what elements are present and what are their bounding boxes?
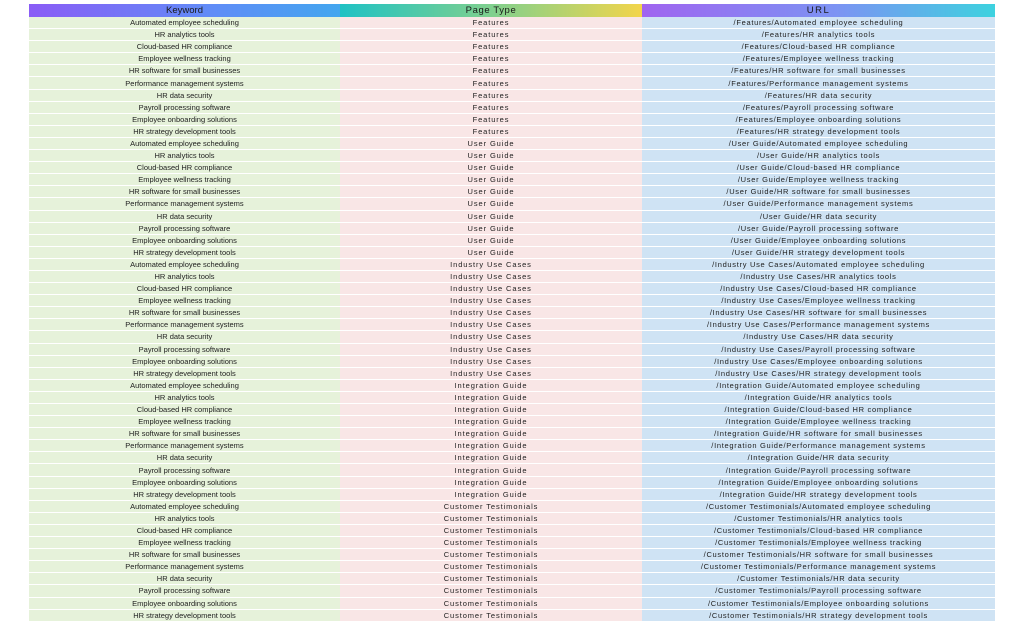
url-cell[interactable]: /User Guide/Automated employee scheduling (642, 137, 995, 149)
keyword-cell[interactable]: Performance management systems (29, 319, 340, 331)
url-cell[interactable]: /Industry Use Cases/HR analytics tools (642, 270, 995, 282)
keyword-cell[interactable]: Employee onboarding solutions (29, 355, 340, 367)
keyword-url-sheet (29, 4, 995, 622)
page-type-cell[interactable]: Customer Testimonials (340, 537, 642, 549)
table-row (29, 113, 995, 125)
page-type-cell[interactable]: Industry Use Cases (340, 355, 642, 367)
page-type-cell[interactable]: Customer Testimonials (340, 573, 642, 585)
keyword-cell[interactable]: Performance management systems (29, 198, 340, 210)
table-row (29, 307, 995, 319)
keyword-cell[interactable]: HR strategy development tools (29, 246, 340, 258)
page-type-cell[interactable]: Customer Testimonials (340, 524, 642, 536)
keyword-cell[interactable]: HR strategy development tools (29, 125, 340, 137)
keyword-cell[interactable]: Payroll processing software (29, 343, 340, 355)
page-type-cell[interactable]: Industry Use Cases (340, 343, 642, 355)
table-row (29, 222, 995, 234)
page-type-cell[interactable]: Customer Testimonials (340, 500, 642, 512)
table-row (29, 77, 995, 89)
page-type-cell[interactable]: Features (340, 65, 642, 77)
page-type-cell[interactable]: Features (340, 89, 642, 101)
page-type-cell[interactable]: Features (340, 41, 642, 53)
table-row (29, 524, 995, 536)
keyword-cell[interactable]: Cloud-based HR compliance (29, 524, 340, 536)
table-row (29, 585, 995, 597)
url-cell[interactable]: /Features/Automated employee scheduling (642, 17, 995, 29)
table-row (29, 65, 995, 77)
keyword-cell[interactable]: Payroll processing software (29, 222, 340, 234)
keyword-cell[interactable]: HR strategy development tools (29, 367, 340, 379)
page-type-cell[interactable]: Features (340, 101, 642, 113)
url-cell[interactable]: /Customer Testimonials/Employee onboarding solutions (642, 597, 995, 609)
page-type-cell[interactable]: Integration Guide (340, 404, 642, 416)
url-cell[interactable]: /User Guide/HR analytics tools (642, 150, 995, 162)
url-cell[interactable]: /Integration Guide/Employee onboarding solutions (642, 476, 995, 488)
table-row (29, 549, 995, 561)
url-cell[interactable]: /User Guide/HR strategy development tools (642, 246, 995, 258)
page-type-cell[interactable]: Integration Guide (340, 476, 642, 488)
keyword-cell[interactable]: HR analytics tools (29, 391, 340, 403)
url-cell[interactable]: /Customer Testimonials/Automated employee scheduling (642, 500, 995, 512)
table-row (29, 246, 995, 258)
table-row (29, 270, 995, 282)
keyword-cell[interactable]: Automated employee scheduling (29, 137, 340, 149)
url-cell[interactable]: /User Guide/Employee onboarding solutions (642, 234, 995, 246)
page-type-cell[interactable]: Integration Guide (340, 391, 642, 403)
keyword-cell[interactable]: Cloud-based HR compliance (29, 41, 340, 53)
keyword-cell[interactable]: HR analytics tools (29, 270, 340, 282)
page-type-cell[interactable]: Integration Guide (340, 464, 642, 476)
url-cell[interactable]: /Industry Use Cases/Payroll processing software (642, 343, 995, 355)
page-type-cell[interactable]: User Guide (340, 186, 642, 198)
page-type-cell[interactable]: Industry Use Cases (340, 283, 642, 295)
table-row (29, 343, 995, 355)
page-type-cell[interactable]: Customer Testimonials (340, 597, 642, 609)
table-row (29, 537, 995, 549)
keyword-cell[interactable]: HR data security (29, 573, 340, 585)
table-row (29, 162, 995, 174)
page-type-cell[interactable]: Industry Use Cases (340, 367, 642, 379)
url-cell[interactable]: /Customer Testimonials/Payroll processing software (642, 585, 995, 597)
table-row (29, 319, 995, 331)
keyword-cell[interactable]: HR software for small businesses (29, 428, 340, 440)
url-cell[interactable]: /Integration Guide/HR analytics tools (642, 391, 995, 403)
keyword-cell[interactable]: Employee onboarding solutions (29, 234, 340, 246)
url-cell[interactable]: /User Guide/Employee wellness tracking (642, 174, 995, 186)
url-cell[interactable]: /Customer Testimonials/HR strategy development tools (642, 609, 995, 621)
table-row (29, 101, 995, 113)
page-type-cell[interactable]: Industry Use Cases (340, 258, 642, 270)
table-row (29, 355, 995, 367)
url-cell[interactable]: /Integration Guide/Employee wellness tracking (642, 416, 995, 428)
keyword-cell[interactable]: Employee wellness tracking (29, 174, 340, 186)
url-cell[interactable]: /Industry Use Cases/HR data security (642, 331, 995, 343)
table-row (29, 379, 995, 391)
keyword-cell[interactable]: Employee onboarding solutions (29, 597, 340, 609)
keyword-cell[interactable]: Performance management systems (29, 77, 340, 89)
url-cell[interactable]: /Integration Guide/HR data security (642, 452, 995, 464)
page-type-cell[interactable]: Industry Use Cases (340, 270, 642, 282)
keyword-cell[interactable]: Employee wellness tracking (29, 53, 340, 65)
table-row (29, 488, 995, 500)
page-type-cell[interactable]: Integration Guide (340, 440, 642, 452)
url-cell[interactable]: /Customer Testimonials/HR analytics tools (642, 512, 995, 524)
url-cell[interactable]: /Features/Employee onboarding solutions (642, 113, 995, 125)
table-row (29, 125, 995, 137)
page-type-cell[interactable]: Customer Testimonials (340, 549, 642, 561)
table-row (29, 476, 995, 488)
page-type-cell[interactable]: Integration Guide (340, 416, 642, 428)
keyword-cell[interactable]: HR analytics tools (29, 150, 340, 162)
table-row (29, 29, 995, 41)
keyword-cell[interactable]: Employee onboarding solutions (29, 476, 340, 488)
page-type-cell[interactable]: Features (340, 113, 642, 125)
url-cell[interactable]: /Features/HR software for small businesses (642, 65, 995, 77)
table-row (29, 53, 995, 65)
keyword-cell[interactable]: Payroll processing software (29, 585, 340, 597)
keyword-cell[interactable]: Payroll processing software (29, 464, 340, 476)
table-row (29, 210, 995, 222)
page-type-cell[interactable]: Integration Guide (340, 428, 642, 440)
table-row (29, 331, 995, 343)
url-cell[interactable]: /Industry Use Cases/Cloud-based HR compliance (642, 283, 995, 295)
page-type-cell[interactable]: Customer Testimonials (340, 512, 642, 524)
keyword-cell[interactable]: Automated employee scheduling (29, 500, 340, 512)
page-type-cell[interactable]: User Guide (340, 210, 642, 222)
table-row (29, 391, 995, 403)
table-body (29, 17, 995, 621)
page-type-cell[interactable]: User Guide (340, 162, 642, 174)
page-type-cell[interactable]: Integration Guide (340, 379, 642, 391)
keyword-column-header[interactable]: Keyword (29, 4, 340, 17)
page-type-cell[interactable]: Industry Use Cases (340, 307, 642, 319)
keyword-cell[interactable]: Performance management systems (29, 440, 340, 452)
keyword-cell[interactable]: Employee onboarding solutions (29, 113, 340, 125)
keyword-cell[interactable]: HR strategy development tools (29, 488, 340, 500)
url-cell[interactable]: /User Guide/Performance management systems (642, 198, 995, 210)
keyword-cell[interactable]: Cloud-based HR compliance (29, 283, 340, 295)
keyword-cell[interactable]: Cloud-based HR compliance (29, 162, 340, 174)
url-column-header[interactable]: URL (642, 4, 995, 17)
url-cell[interactable]: /Features/Employee wellness tracking (642, 53, 995, 65)
table-row (29, 174, 995, 186)
url-cell[interactable]: /Industry Use Cases/Employee onboarding solutions (642, 355, 995, 367)
table-row (29, 367, 995, 379)
url-cell[interactable]: /Industry Use Cases/Employee wellness tracking (642, 295, 995, 307)
table-row (29, 89, 995, 101)
page-type-cell[interactable]: Customer Testimonials (340, 561, 642, 573)
url-cell[interactable]: /Features/HR strategy development tools (642, 125, 995, 137)
url-cell[interactable]: /User Guide/HR software for small businesses (642, 186, 995, 198)
table-row (29, 258, 995, 270)
page-type-cell[interactable]: Industry Use Cases (340, 331, 642, 343)
url-cell[interactable]: /Integration Guide/Performance management systems (642, 440, 995, 452)
table-row (29, 452, 995, 464)
table-row (29, 234, 995, 246)
keyword-cell[interactable]: Employee wellness tracking (29, 537, 340, 549)
keyword-cell[interactable]: HR software for small businesses (29, 549, 340, 561)
keyword-table (29, 4, 995, 622)
keyword-cell[interactable]: HR analytics tools (29, 29, 340, 41)
url-cell[interactable]: /Customer Testimonials/Employee wellness tracking (642, 537, 995, 549)
page-type-cell[interactable]: User Guide (340, 198, 642, 210)
table-row (29, 440, 995, 452)
table-row (29, 404, 995, 416)
keyword-cell[interactable]: HR analytics tools (29, 512, 340, 524)
url-cell[interactable]: /Integration Guide/Cloud-based HR compliance (642, 404, 995, 416)
table-row (29, 500, 995, 512)
url-cell[interactable]: /User Guide/HR data security (642, 210, 995, 222)
page-type-cell[interactable]: Customer Testimonials (340, 585, 642, 597)
keyword-cell[interactable]: Employee wellness tracking (29, 416, 340, 428)
keyword-cell[interactable]: Cloud-based HR compliance (29, 404, 340, 416)
url-cell[interactable]: /Integration Guide/Automated employee scheduling (642, 379, 995, 391)
keyword-cell[interactable]: HR data security (29, 331, 340, 343)
table-row (29, 283, 995, 295)
table-row (29, 41, 995, 53)
table-row (29, 428, 995, 440)
keyword-cell[interactable]: HR data security (29, 210, 340, 222)
table-row (29, 295, 995, 307)
table-row (29, 198, 995, 210)
keyword-cell[interactable]: HR data security (29, 452, 340, 464)
page-type-cell[interactable]: Features (340, 53, 642, 65)
url-cell[interactable]: /Industry Use Cases/HR strategy development tools (642, 367, 995, 379)
page-type-cell[interactable]: User Guide (340, 150, 642, 162)
table-row (29, 573, 995, 585)
page-type-cell[interactable]: User Guide (340, 174, 642, 186)
page-type-cell[interactable]: User Guide (340, 137, 642, 149)
url-cell[interactable]: /Customer Testimonials/Performance management systems (642, 561, 995, 573)
url-cell[interactable]: /Customer Testimonials/Cloud-based HR compliance (642, 524, 995, 536)
page-type-cell[interactable]: Features (340, 29, 642, 41)
keyword-cell[interactable]: Automated employee scheduling (29, 379, 340, 391)
url-cell[interactable]: /Industry Use Cases/Performance management systems (642, 319, 995, 331)
table-row (29, 464, 995, 476)
page-type-cell[interactable]: User Guide (340, 222, 642, 234)
table-row (29, 597, 995, 609)
page-type-cell[interactable]: Customer Testimonials (340, 609, 642, 621)
page-type-cell[interactable]: Features (340, 125, 642, 137)
page-type-cell[interactable]: Integration Guide (340, 488, 642, 500)
table-row (29, 17, 995, 29)
keyword-cell[interactable]: HR strategy development tools (29, 609, 340, 621)
keyword-cell[interactable]: HR data security (29, 89, 340, 101)
table-row (29, 186, 995, 198)
page-type-cell[interactable]: Industry Use Cases (340, 295, 642, 307)
keyword-cell[interactable]: HR software for small businesses (29, 186, 340, 198)
table-row (29, 416, 995, 428)
url-cell[interactable]: /User Guide/Cloud-based HR compliance (642, 162, 995, 174)
keyword-cell[interactable]: Employee wellness tracking (29, 295, 340, 307)
table-row (29, 137, 995, 149)
page-type-cell[interactable]: Features (340, 17, 642, 29)
url-cell[interactable]: /Features/HR data security (642, 89, 995, 101)
url-cell[interactable]: /User Guide/Payroll processing software (642, 222, 995, 234)
url-cell[interactable]: /Integration Guide/Payroll processing software (642, 464, 995, 476)
url-cell[interactable]: /Customer Testimonials/HR data security (642, 573, 995, 585)
keyword-cell[interactable]: Payroll processing software (29, 101, 340, 113)
url-cell[interactable]: /Integration Guide/HR software for small businesses (642, 428, 995, 440)
table-row (29, 609, 995, 621)
keyword-cell[interactable]: HR software for small businesses (29, 65, 340, 77)
url-cell[interactable]: /Features/HR analytics tools (642, 29, 995, 41)
url-cell[interactable]: /Integration Guide/HR strategy development tools (642, 488, 995, 500)
url-cell[interactable]: /Features/Performance management systems (642, 77, 995, 89)
url-cell[interactable]: /Customer Testimonials/HR software for small businesses (642, 549, 995, 561)
keyword-cell[interactable]: Automated employee scheduling (29, 17, 340, 29)
page-type-column-header[interactable]: Page Type (340, 4, 642, 17)
url-cell[interactable]: /Industry Use Cases/Automated employee scheduling (642, 258, 995, 270)
table-row (29, 150, 995, 162)
keyword-cell[interactable]: HR software for small businesses (29, 307, 340, 319)
url-cell[interactable]: /Features/Cloud-based HR compliance (642, 41, 995, 53)
url-cell[interactable]: /Industry Use Cases/HR software for small businesses (642, 307, 995, 319)
keyword-cell[interactable]: Performance management systems (29, 561, 340, 573)
keyword-cell[interactable]: Automated employee scheduling (29, 258, 340, 270)
page-type-cell[interactable]: User Guide (340, 234, 642, 246)
page-type-cell[interactable]: Features (340, 77, 642, 89)
page-type-cell[interactable]: User Guide (340, 246, 642, 258)
url-cell[interactable]: /Features/Payroll processing software (642, 101, 995, 113)
page-type-cell[interactable]: Industry Use Cases (340, 319, 642, 331)
header-row (29, 4, 995, 17)
table-row (29, 561, 995, 573)
page-type-cell[interactable]: Integration Guide (340, 452, 642, 464)
table-row (29, 512, 995, 524)
